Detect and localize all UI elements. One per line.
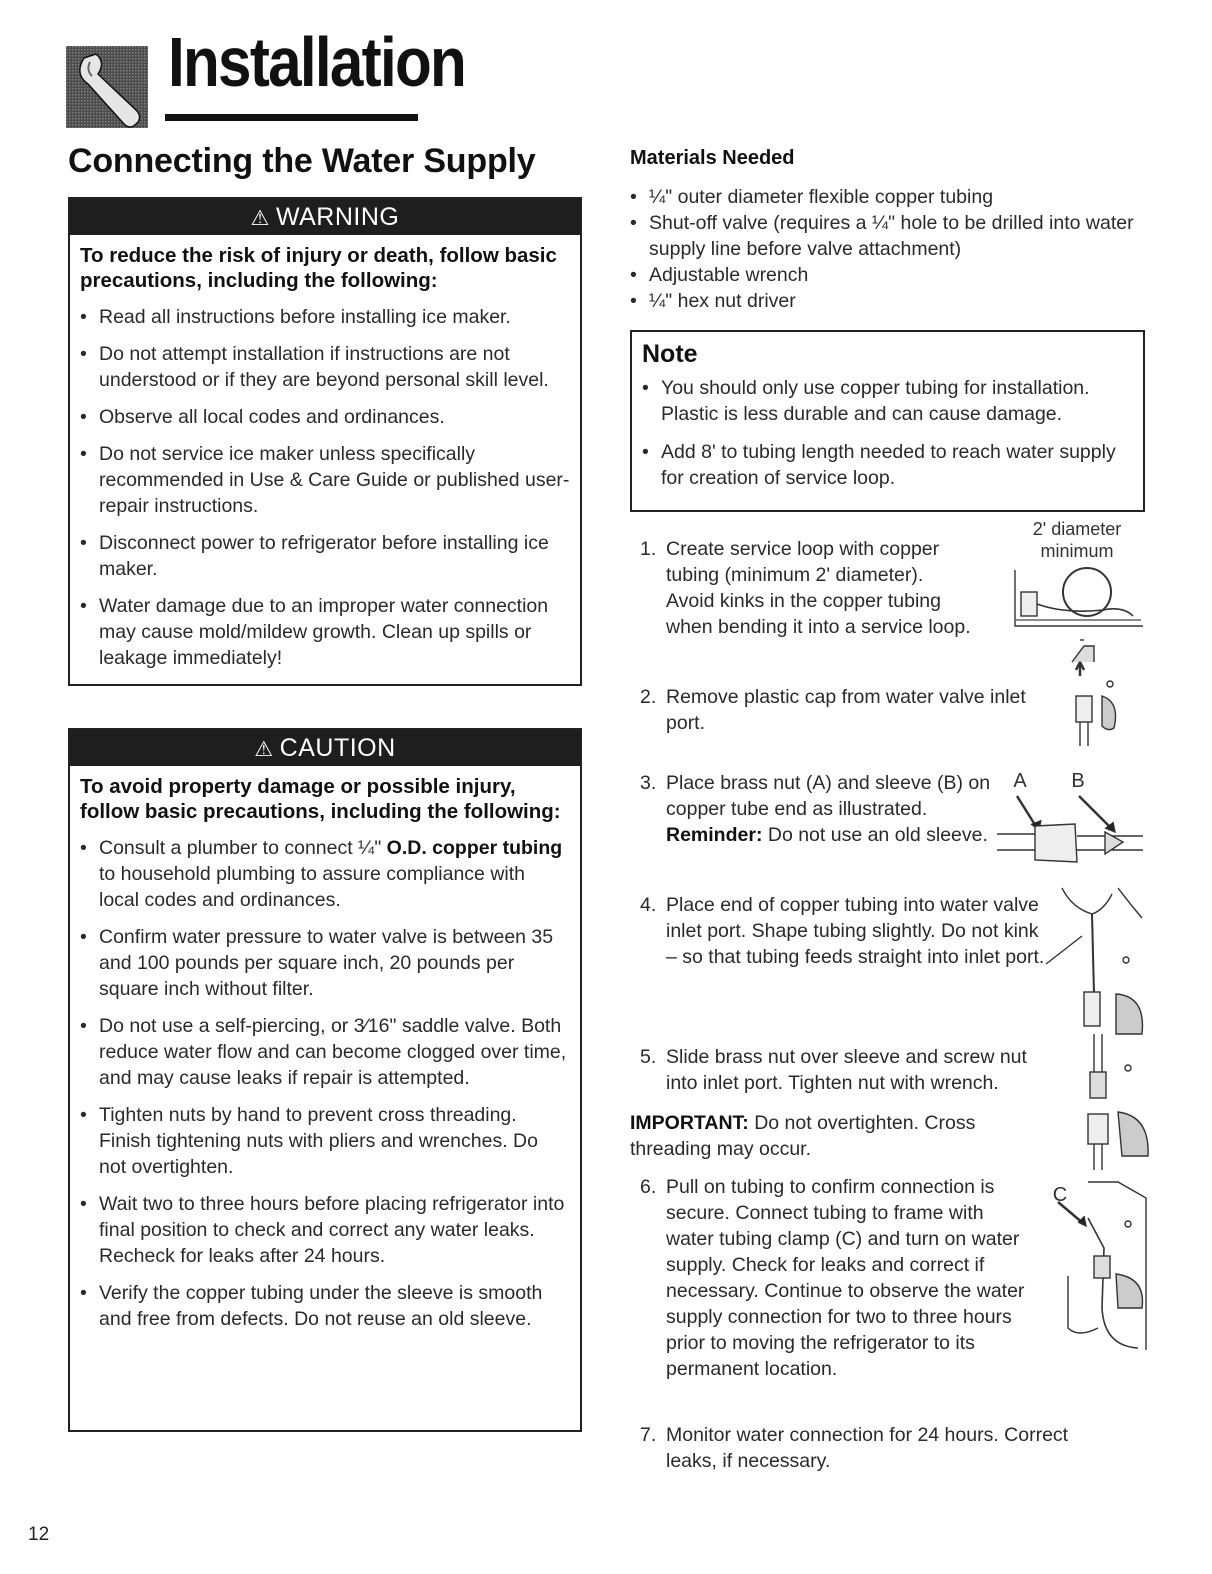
page-header-title: Installation [168,23,466,101]
note-item: • Add 8' to tubing length needed to reach water supply for creation of service loop. [642,439,1133,491]
caution-triangle-icon: ⚠ [254,738,274,761]
caution-item: • Confirm water pressure to water valve is between 35 and 100 pounds per square inch, 20 pounds per square inch without filter. [80,924,570,1002]
step-text: Monitor water connection for 24 hours. Correct leaks, if necessary. [666,1424,1069,1472]
warning-list [70,304,580,671]
section-heading: Connecting the Water Supply [68,142,536,180]
materials-item: • Adjustable wrench [630,262,1170,288]
warning-item: • Water damage due to an improper water connection may cause mold/mildew growth. Clean up spills or leakage immediately! [80,593,570,671]
step-3 [640,770,992,848]
caution-intro: To avoid property damage or possible injury, follow basic precautions, including the following: [80,775,561,823]
warning-item: • Observe all local codes and ordinances. [80,404,570,430]
service-loop-illustration [1005,562,1145,640]
caution-item: • Do not use a self-piercing, or 3⁄16" saddle valve. Both reduce water flow and can become clogged over time, and may cause leaks if repair is attempted. [80,1013,570,1091]
note-box [630,330,1145,512]
header-underline [165,114,418,121]
wrench-icon [66,40,148,132]
caution-box [68,728,582,1432]
step-number: 1. [640,538,657,560]
warning-box [68,197,582,686]
important-note [630,1110,1030,1162]
caution-list [70,835,580,1332]
loop-diameter-label: 2' diameter minimum [1032,519,1122,561]
label-b: B [1071,770,1085,792]
caution-item: • Tighten nuts by hand to prevent cross threading. Finish tightening nuts with pliers and wrenches. Do not overtighten. [80,1102,570,1180]
step-number: 4. [640,894,657,916]
caution-bar [70,730,580,766]
valve-inlet-illustration [1058,636,1128,748]
step-text: Slide brass nut over sleeve and screw nut into inlet port. Tighten nut with wrench. [666,1046,1027,1094]
warning-intro: To reduce the risk of injury or death, follow basic precautions, including the following: [80,244,557,292]
materials-list [620,184,1180,314]
nut-tighten-illustration [1072,1032,1150,1172]
important-label: IMPORTANT: [630,1112,749,1134]
important-text: Do not overtighten. Cross threading may occur. [630,1112,976,1160]
step-text: Remove plastic cap from water valve inlet port. [666,686,1026,734]
tubing-insert-illustration [1042,884,1146,1040]
reminder-text: Do not use an old sleeve. [762,824,988,846]
step-text: Create service loop with copper tubing (minimum 2' diameter). Avoid kinks in the copper tubing when bending it into a service loop. [666,538,971,638]
tubing-clamp-illustration [1028,1178,1148,1354]
step-7 [640,1422,1110,1474]
warning-item: • Read all instructions before installing ice maker. [80,304,570,330]
step-5 [640,1044,1060,1096]
warning-item: • Do not service ice maker unless specifically recommended in Use & Care Guide or published user-repair instructions. [80,441,570,519]
warning-item: • Do not attempt installation if instructions are not understood or if they are beyond personal skill level. [80,341,570,393]
caution-item: • Verify the copper tubing under the sleeve is smooth and free from defects. Do not reuse an old sleeve. [80,1280,570,1332]
note-title: Note [642,340,698,368]
nut-sleeve-illustration [995,790,1145,866]
warning-bar [70,199,580,235]
caution-item-text: to household plumbing to assure compliance with local codes and ordinances. [99,863,526,911]
note-list [632,375,1143,491]
step-text: Pull on tubing to confirm connection is secure. Connect tubing to frame with water tubing clamp (C) and turn on water supply. Check for leaks and correct if necessary. Continue to observe the water supply connection for two to three hours prior to moving the refrigerator to its permanent location. [666,1176,1025,1380]
materials-item: • ¼" hex nut driver [630,288,1170,314]
warning-triangle-icon: ⚠ [250,207,270,230]
caution-item-text: Consult a plumber to connect ¼" [99,837,387,859]
step-text [666,770,992,848]
step-number: 5. [640,1046,657,1068]
caution-item [80,835,570,913]
page-number: 12 [28,1524,50,1545]
step-text: Place end of copper tubing into water valve inlet port. Shape tubing slightly. Do not kink – so that tubing feeds straight into inlet port. [666,894,1045,968]
step-6 [640,1174,1025,1382]
step-text-main: Place brass nut (A) and sleeve (B) on copper tube end as illustrated. [666,772,991,820]
caution-label: CAUTION [279,734,396,762]
materials-item: • Shut-off valve (requires a ¼" hole to be drilled into water supply line before valve attachment) [630,210,1170,262]
warning-item: • Disconnect power to refrigerator before installing ice maker. [80,530,570,582]
reminder-label: Reminder: [666,824,763,846]
label-a: A [1013,770,1027,792]
step-4 [640,892,1050,970]
step-2 [640,684,1060,736]
step-1 [640,536,975,640]
materials-heading: Materials Needed [630,147,795,169]
materials-item: • ¼" outer diameter flexible copper tubing [630,184,1170,210]
step-number: 6. [640,1176,657,1198]
step-number: 2. [640,686,657,708]
caution-item: • Wait two to three hours before placing refrigerator into final position to check and correct any water leaks. Recheck for leaks after 24 hours. [80,1191,570,1269]
warning-label: WARNING [275,203,400,231]
step-number: 3. [640,772,657,794]
note-item: • You should only use copper tubing for installation. Plastic is less durable and can cause damage. [642,375,1133,427]
caution-item-bold: O.D. copper tubing [386,837,563,859]
label-c: C [1052,1184,1068,1206]
step-number: 7. [640,1424,657,1446]
